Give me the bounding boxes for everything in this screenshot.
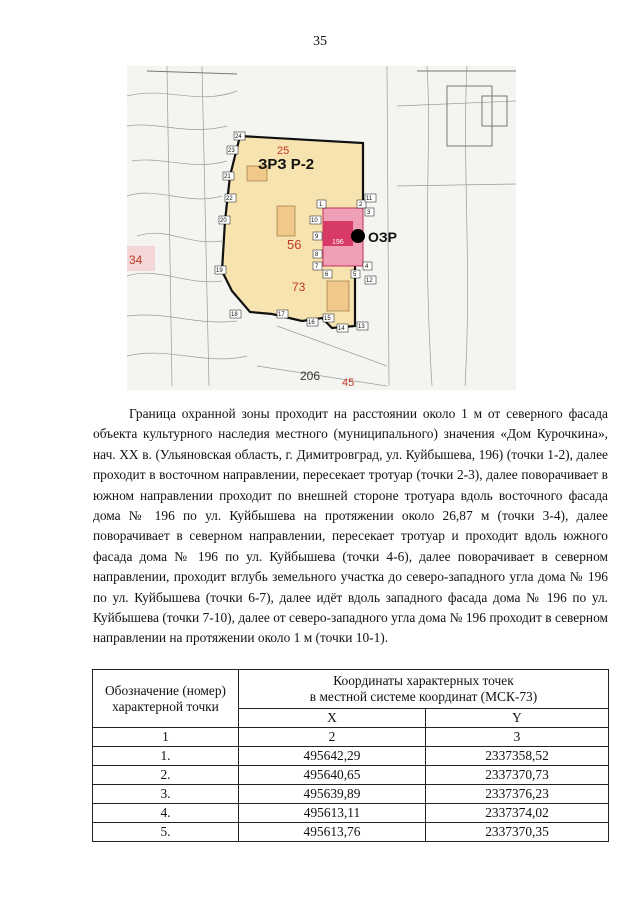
- svg-text:2: 2: [359, 202, 363, 208]
- svg-text:1: 1: [319, 202, 323, 208]
- parcel-number-45: 45: [342, 377, 355, 389]
- svg-text:7: 7: [315, 264, 319, 270]
- svg-text:15: 15: [324, 316, 331, 322]
- svg-text:4: 4: [365, 264, 369, 270]
- svg-text:24: 24: [235, 134, 242, 140]
- point-marker-18: [230, 310, 241, 318]
- svg-text:18: 18: [231, 312, 238, 318]
- parcel-number-34: 34: [129, 253, 143, 267]
- table-row: 3. 495639,89 2337376,23: [93, 785, 609, 804]
- table-header-row: [93, 670, 609, 709]
- point-marker-6: [323, 270, 332, 278]
- svg-text:3: 3: [367, 210, 371, 216]
- point-marker-5: [351, 270, 360, 278]
- point-marker-17: [277, 310, 288, 318]
- svg-text:21: 21: [224, 174, 231, 180]
- svg-text:10: 10: [311, 218, 318, 224]
- svg-text:5: 5: [353, 272, 357, 278]
- boundary-description: Граница охранной зоны проходит на расстоянии около 1 м от северного фасада объекта культурного наследия местного (муниципального) значения «Дом Курочкина», нач. XX в. (Ульяновская область, г. Димитровград, ул. Куйбышева, 196) (точки 1-2), далее проходит в восточном направлении, пересекает тротуар (точки 2-3), далее поворачивает в южном направлении проходит по внешней стороне тротуара вдоль восточного фасада дома № 196 по ул. Куйбышева на протяжении около 26,87 м (точки 3-4), далее поворачивает в северном направлении, пересекает тротуар и проходит вдоль южного фасада дома № 196 по ул. Куйбышева (точки 4-6), далее поворачивает в северном направлении, проходит вглубь земельного участка до северо-западного угла дома № 196 по ул. Куйбышева (точки 6-7), далее идёт вдоль западного фасада дома № 196 по ул. Куйбышева (точки 7-10), далее от северо-западного угла дома № 196 проходит в северном направлении на протяжении около 1 м (точки 10-1).: [93, 406, 608, 646]
- point-marker-3: [365, 208, 374, 216]
- table-row: 4. 495613,11 2337374,02: [93, 804, 609, 823]
- svg-text:19: 19: [216, 268, 223, 274]
- header-x: X: [239, 709, 426, 728]
- svg-text:16: 16: [308, 320, 315, 326]
- cadastral-map: [127, 66, 516, 390]
- svg-text:12: 12: [366, 278, 373, 284]
- coordinates-table: [92, 669, 609, 842]
- parcel-number-25: 25: [277, 145, 290, 157]
- object-marker: [351, 229, 365, 243]
- svg-text:22: 22: [226, 196, 233, 202]
- table-row: 5. 495613,76 2337370,35: [93, 823, 609, 842]
- svg-text:8: 8: [315, 252, 319, 258]
- point-marker-11: [365, 194, 376, 202]
- point-marker-20: [219, 216, 230, 224]
- header-point-number: Обозначение (номер) характерной точки: [93, 670, 239, 728]
- table-row: 1. 495642,29 2337358,52: [93, 747, 609, 766]
- point-marker-13: [357, 322, 368, 330]
- point-marker-8: [313, 250, 322, 258]
- point-marker-10: [310, 216, 321, 224]
- point-marker-2: [357, 200, 366, 208]
- point-marker-21: [223, 172, 234, 180]
- parcel-number-196: 196: [332, 239, 344, 246]
- point-marker-23: [227, 146, 238, 154]
- point-marker-12: [365, 276, 376, 284]
- parcel-number-206: 206: [300, 369, 321, 383]
- table-index-row: 1 2 3: [93, 728, 609, 747]
- svg-text:9: 9: [315, 234, 319, 240]
- svg-text:11: 11: [366, 196, 373, 202]
- svg-text:20: 20: [220, 218, 227, 224]
- point-marker-4: [363, 262, 372, 270]
- parcel-number-56: 56: [287, 237, 302, 252]
- point-marker-16: [307, 318, 318, 326]
- header-coordinates: Координаты характерных точек в местной системе координат (МСК-73): [239, 670, 609, 709]
- svg-text:6: 6: [325, 272, 329, 278]
- svg-text:14: 14: [338, 326, 345, 332]
- table-row: 2. 495640,65 2337370,73: [93, 766, 609, 785]
- svg-text:17: 17: [278, 312, 285, 318]
- zone-label: ЗРЗ Р-2: [258, 156, 315, 173]
- point-marker-24: [234, 132, 245, 140]
- point-marker-15: [323, 314, 334, 322]
- point-marker-14: [337, 324, 348, 332]
- parcel-number-73: 73: [292, 280, 306, 294]
- header-y: Y: [426, 709, 609, 728]
- page-number: 35: [313, 34, 327, 49]
- point-marker-9: [313, 232, 322, 240]
- point-marker-7: [313, 262, 322, 270]
- svg-text:23: 23: [228, 148, 235, 154]
- point-marker-1: [317, 200, 326, 208]
- ozr-label: ОЗР: [368, 229, 397, 245]
- svg-text:13: 13: [358, 324, 365, 330]
- point-marker-19: [215, 266, 226, 274]
- point-marker-22: [225, 194, 236, 202]
